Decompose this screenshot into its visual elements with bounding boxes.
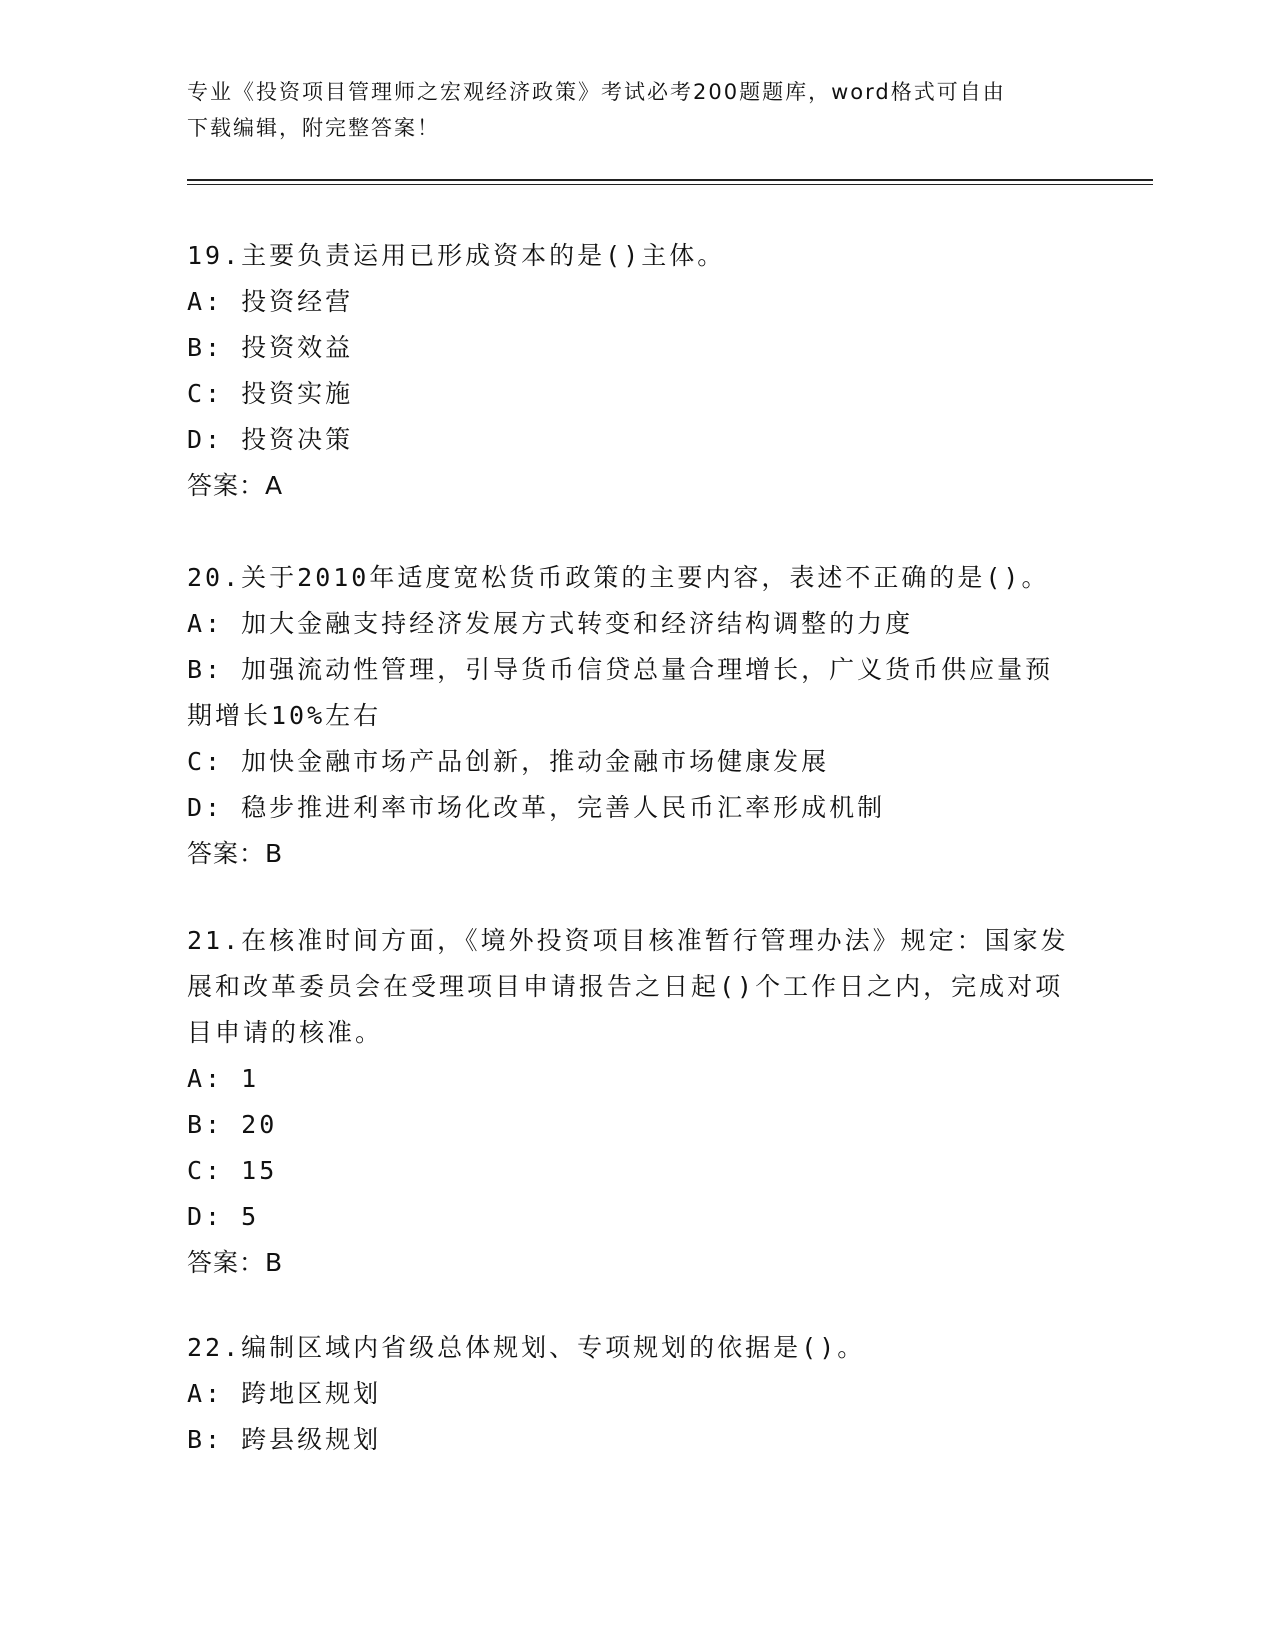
header-divider-thin: [187, 184, 1153, 185]
option-c: C: 加快金融市场产品创新，推动金融市场健康发展: [187, 747, 830, 776]
question-stem: 21.在核准时间方面，《境外投资项目核准暂行管理办法》规定：国家发展和改革委员会在受理项目申请报告之日起()个工作日之内，完成对项目申请的核准。: [187, 926, 1069, 1047]
option-a: A: 投资经营: [187, 287, 354, 316]
question-21: [187, 918, 1087, 1286]
answer: 答案：B: [187, 839, 284, 868]
document-header: [187, 74, 1087, 146]
answer: 答案：B: [187, 1248, 284, 1277]
option-d: D: 5: [187, 1202, 260, 1231]
option-b: B: 加强流动性管理，引导货币信贷总量合理增长，广义货币供应量预期增长10%左右: [187, 655, 1054, 730]
option-b: B: 投资效益: [187, 333, 354, 362]
header-title-line-2: 下载编辑，附完整答案！: [187, 116, 440, 140]
option-c: C: 投资实施: [187, 379, 354, 408]
option-d: D: 稳步推进利率市场化改革，完善人民币汇率形成机制: [187, 793, 886, 822]
question-19: [187, 233, 1087, 509]
option-b: B: 20: [187, 1110, 278, 1139]
header-divider-thick: [187, 179, 1153, 181]
header-title-line-1: 专业《投资项目管理师之宏观经济政策》考试必考200题题库，word格式可自由: [187, 80, 1006, 104]
option-c: C: 15: [187, 1156, 278, 1185]
option-a: A: 跨地区规划: [187, 1379, 382, 1408]
option-b: B: 跨县级规划: [187, 1425, 382, 1454]
option-a: A: 1: [187, 1064, 260, 1093]
option-a: A: 加大金融支持经济发展方式转变和经济结构调整的力度: [187, 609, 914, 638]
question-22: [187, 1325, 1087, 1463]
question-stem: 19.主要负责运用已形成资本的是()主体。: [187, 241, 726, 270]
option-d: D: 投资决策: [187, 425, 354, 454]
answer: 答案：A: [187, 471, 284, 500]
question-stem: 22.编制区域内省级总体规划、专项规划的依据是()。: [187, 1333, 866, 1362]
question-stem: 20.关于2010年适度宽松货币政策的主要内容，表述不正确的是()。: [187, 563, 1050, 592]
question-20: [187, 555, 1087, 877]
